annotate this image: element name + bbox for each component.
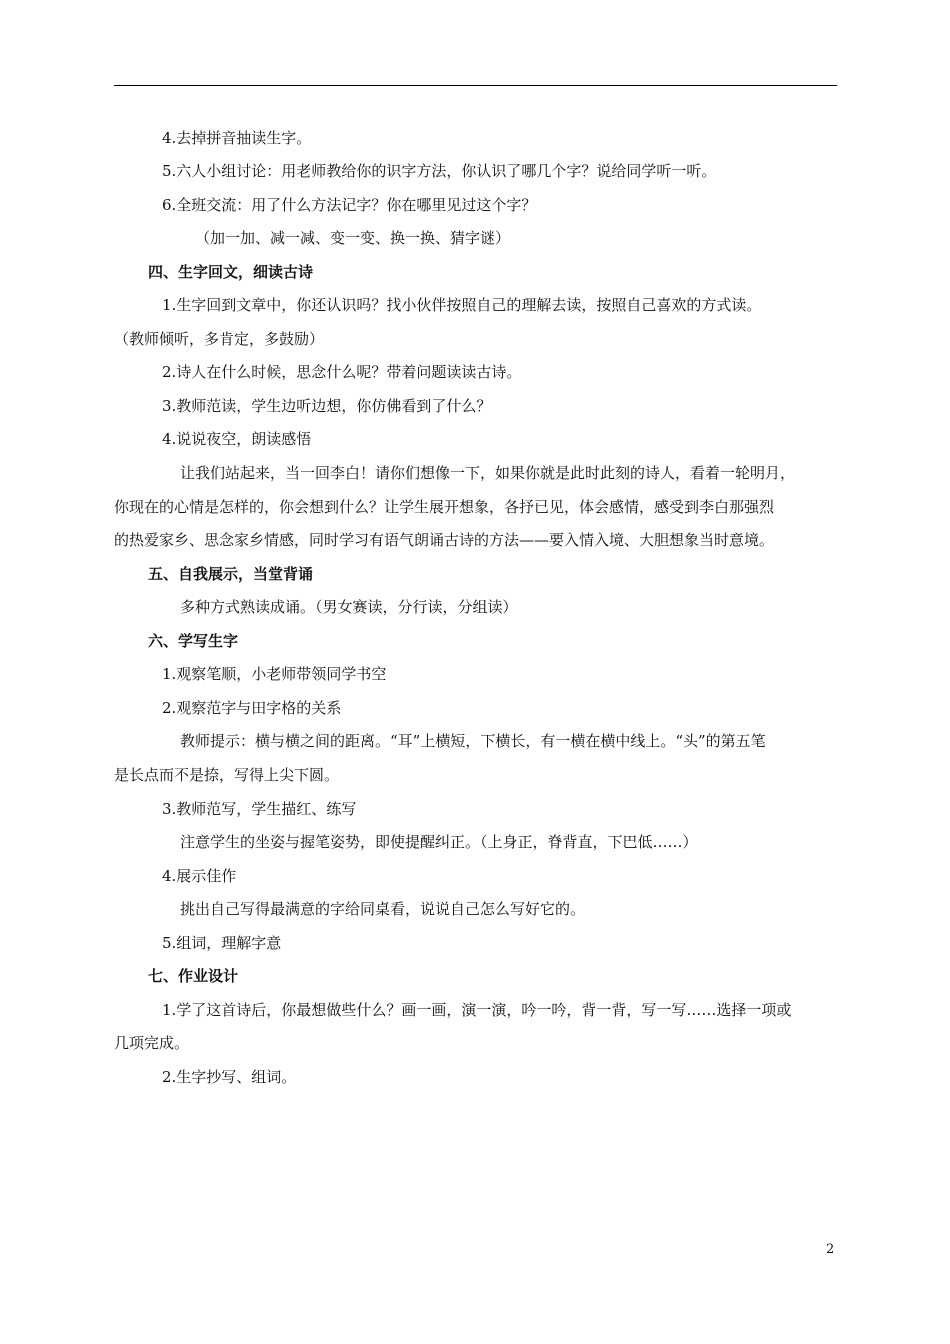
paragraph-line: 几项完成。 <box>114 1034 190 1052</box>
paragraph-line: 挑出自己写得最满意的字给同桌看，说说自己怎么写好它的。 <box>180 900 586 918</box>
paragraph-line: 你现在的心情是怎样的，你会想到什么？让学生展开想象，各抒已见，体会感情，感受到李白那强烈 <box>114 498 775 516</box>
paragraph-line: 的热爱家乡、思念家乡情感，同时学习有语气朗诵古诗的方法——要入情入境、大胆想象当时意境。 <box>114 531 775 549</box>
paragraph-line: 是长点而不是捺，写得上尖下圆。 <box>114 766 340 784</box>
list-item: 4.说说夜空，朗读感悟 <box>162 430 312 448</box>
list-item: 3.教师范读，学生边听边想，你仿佛看到了什么？ <box>162 397 492 415</box>
paragraph-line: 让我们站起来，当一回李白！请你们想像一下，如果你就是此时此刻的诗人，看着一轮明月， <box>180 464 796 482</box>
list-item: 2.诗人在什么时候，思念什么呢？带着问题读读古诗。 <box>162 363 522 381</box>
header-rule <box>114 85 837 86</box>
list-item: 2.观察范字与田字格的关系 <box>162 699 342 717</box>
paragraph-line: 多种方式熟读成诵。（男女赛读，分行读，分组读） <box>180 598 518 616</box>
list-item: 1.生字回到文章中，你还认识吗？找小伙伴按照自己的理解去读，按照自己喜欢的方式读。 <box>162 296 762 314</box>
section-heading: 四、生字回文，细读古诗 <box>148 263 314 281</box>
list-item: 2.生字抄写、组词。 <box>162 1068 297 1086</box>
page-number: 2 <box>826 1242 835 1257</box>
list-item: 4.展示佳作 <box>162 867 237 885</box>
list-item: 3.教师范写，学生描红、练写 <box>162 800 357 818</box>
list-item: 1.观察笔顺，小老师带领同学书空 <box>162 665 387 683</box>
paragraph-line: 注意学生的坐姿与握笔姿势，即使提醒纠正。（上身正，脊背直，下巴低……） <box>180 833 698 851</box>
list-item: 6.全班交流：用了什么方法记字？你在哪里见过这个字？ <box>162 196 537 214</box>
list-item: 4.去掉拼音抽读生字。 <box>162 129 312 147</box>
section-heading: 五、自我展示，当堂背诵 <box>148 565 314 583</box>
paragraph-line: 教师提示：横与横之间的距离。“耳”上横短，下横长，有一横在横中线上。“头”的第五笔 <box>180 732 766 750</box>
list-item: 5.六人小组讨论：用老师教给你的识字方法，你认识了哪几个字？说给同学听一听。 <box>162 162 717 180</box>
list-item: 5.组词，理解字意 <box>162 934 282 952</box>
paragraph-line: （教师倾听，多肯定，多鼓励） <box>114 330 325 348</box>
parenthetical-note: （加一加、减一减、变一变、换一换、猜字谜） <box>195 229 511 247</box>
list-item: 1.学了这首诗后，你最想做些什么？画一画，演一演，吟一吟，背一背，写一写……选择一项或 <box>162 1001 792 1019</box>
section-heading: 六、学写生字 <box>148 632 239 650</box>
section-heading: 七、作业设计 <box>148 967 239 985</box>
